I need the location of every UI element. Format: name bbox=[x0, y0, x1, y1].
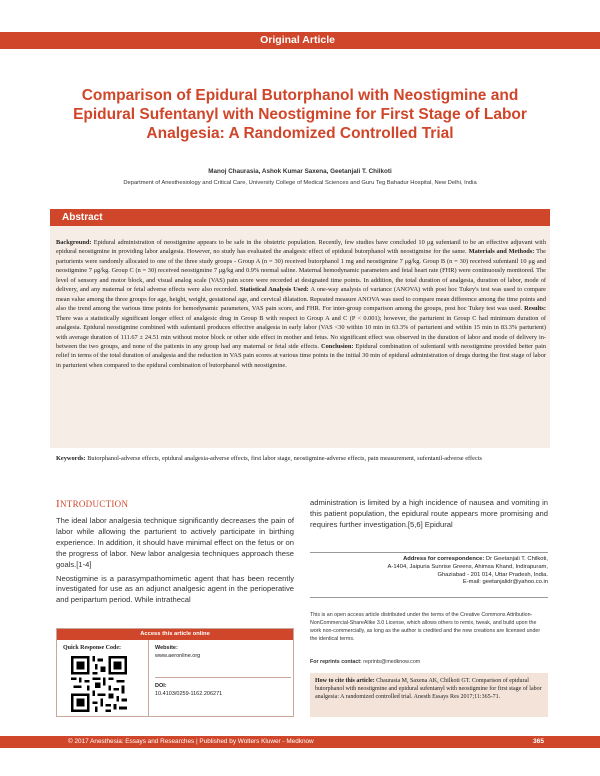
website-label: Website: bbox=[155, 645, 178, 651]
keywords-label: Keywords: bbox=[56, 455, 86, 462]
keywords bbox=[56, 454, 546, 464]
doi-link[interactable]: 10.4103/0259-1162.206271 bbox=[155, 690, 223, 697]
abstract-header bbox=[50, 209, 550, 226]
stats-text: A one-way analysis of variance (ANOVA) with post hoc Tukey's test was used to compare mean value among the three groups for age, height, weight, gestational age, and cervical dilatation. Repeated measure ANOVA was used to compare mean difference among the time points and also the trend among the various time points for hemodynamic parameters, VAS pain score, and FHR. For inter-group comparison among the groups, post hoc Tukey test was used. bbox=[56, 286, 546, 313]
correspondence-email[interactable]: E-mail: geetanjalidr@yahoo.co.in bbox=[462, 579, 548, 586]
website-row bbox=[155, 640, 291, 678]
license-text: This is an open access article distributed under the terms of the Creative Commons Attribution-NonCommercial-ShareAlike 3.0 License, which allows others to remix, tweak, and build upon the work non-commercially, as long as the author is credited and the new creations are licensed under the identical terms. bbox=[310, 612, 541, 642]
qr-cell bbox=[57, 640, 149, 717]
correspondence-name: Dr Geetanjali T. Chilkoti, bbox=[485, 556, 548, 562]
qr-code-icon[interactable] bbox=[71, 656, 127, 712]
intro-paragraph: The ideal labor analgesia technique significantly decreases the pain of labor while allowing the parturient to actively participate in birthing experience. In addition, it should have minimal effect on the fetus or on the progress of labor. New labor analgesia techniques approach these goals.[1-4] bbox=[56, 516, 294, 569]
affiliation: Department of Anesthesiology and Critical Care, University College of Medical Sciences and Guru Teg Bahadur Hospital, New Delhi, India bbox=[123, 180, 477, 186]
section-banner bbox=[0, 32, 600, 49]
reprints-label: For reprints contact: bbox=[310, 659, 362, 665]
correspondence-label: Address for correspondence: bbox=[403, 556, 485, 562]
intro-paragraph-continued: administration is limited by a high incidence of nausea and vomiting in this patient population, the epidural route appears more promising and requires further investigation.[5,6] Epidural bbox=[310, 498, 548, 529]
title-line: Epidural Sufentanyl with Neostigmine for First Stage of Labor bbox=[73, 106, 527, 123]
qr-label: Quick Response Code: bbox=[63, 645, 122, 651]
title-line: Comparison of Epidural Butorphanol with Neostigmine and bbox=[81, 87, 519, 104]
author-list: Manoj Chaurasia, Ashok Kumar Saxena, Geetanjali T. Chilkoti bbox=[208, 168, 392, 175]
reprints-email[interactable]: reprints@medknow.com bbox=[363, 659, 421, 665]
article-title bbox=[50, 86, 550, 143]
correspondence-address: Ghaziabad - 201 014, Uttar Pradesh, India. bbox=[437, 571, 548, 578]
title-line: Analgesia: A Randomized Controlled Trial bbox=[146, 125, 454, 142]
left-column bbox=[56, 498, 294, 606]
correspondence-box bbox=[310, 552, 548, 598]
doi-label: DOI: bbox=[155, 683, 167, 689]
citation-text: Chaurasia M, Saxena AK, Chilkoti GT. Comparison of epidural butorphanol with neostigmine and epidural sufentanyl with neostigmine for first stage of labor analgesia: A randomized controlled trial. Anesth Essays Res 2017;11:365-71. bbox=[315, 678, 542, 701]
website-link[interactable]: www.aeronline.org bbox=[155, 652, 201, 659]
access-header: Access this article online bbox=[57, 629, 293, 640]
access-article-box bbox=[56, 628, 294, 717]
conclusion-label: Conclusion: bbox=[321, 342, 354, 350]
keywords-text: Butorphanol-adverse effects, epidural analgesia-adverse effects, first labor stage, neostigmine-adverse effects, pain measurement, sufentanil-adverse effects bbox=[87, 455, 482, 462]
access-info bbox=[155, 640, 291, 716]
right-column bbox=[310, 498, 548, 531]
stats-label: Statistical Analysis Used: bbox=[239, 286, 309, 294]
background-text: Epidural administration of neostigmine appears to be safe in the obstetric population. Recently, few studies have concluded 10 μg sufentanil to be an effective adjuvant with epidural neostigmine in providing labor analgesia. However, no study has evaluated the analgesic effect of epidural butorphanol with neostigmine for the same. bbox=[56, 239, 546, 256]
conclusion-text: Epidural combination of sufentanil with neostigmine provided better pain relief in terms of the total duration of analgesia and the reduction in VAS pain scores at various time points in the initial 30 min of epidural administration of drugs during the first stage of labor in parturient when compared to the epidural combination of butorphanol with neostigmine. bbox=[56, 342, 547, 369]
results-text: There was a statistically significant longer effect of analgesic drug in Group B with respect to Group A and C (P < 0.001); however, the parturient in Group C had minimum duration of analgesia. Epidural neostigmine combined with sufentanil produces effective analgesia in early labor (VAS <30 within 10 min in 63.3% of parturient and within 15 min in 83.3% parturient) with average duration of 111.67 ± 24.51 min without motor block or other side effect in mother and fetus. No significant effect was observed in the duration of labor and mode of delivery in-between the two groups, and none of the patients in any group had any maternal or fetal side effects. bbox=[56, 314, 546, 350]
methods-text: The parturients were randomly allocated to one of the three study groups - Group A (n = 30) received butorphanol 1 mg and neostigmine 7 μg/kg. Group B (n = 30) received sufentanil 10 μg and neostigmine 7 μg/kg. Group C (n = 30) received neostigmine 7 μg/kg and 0.9% normal saline. Maternal hemodynamic parameters and fetal heart rate (FHR) were continuously monitored. The level of sensory and motor block, and visual analog scale (VAS) pain score were recorded at designated time points. In addition, the total duration of analgesia, duration of labor, mode of delivery, and any maternal or fetal adverse effects were also recorded. bbox=[56, 248, 546, 294]
citation-box bbox=[310, 673, 548, 717]
footer-text: © 2017 Anesthesia: Essays and Researches | Published by Wolters Kluwer - Medknow bbox=[68, 738, 314, 745]
page-footer bbox=[0, 736, 600, 748]
methods-label: Materials and Methods: bbox=[468, 248, 535, 256]
citation-label: How to cite this article: bbox=[315, 678, 375, 684]
doi-row bbox=[155, 678, 291, 716]
introduction-heading: INTRODUCTION bbox=[56, 498, 129, 510]
section-label: Original Article bbox=[260, 34, 335, 46]
correspondence-address: A-1404, Jaipuria Sunrise Greens, Ahimsa Khand, Indirapuram, bbox=[387, 563, 548, 570]
reprints-contact bbox=[310, 659, 548, 665]
background-label: Background: bbox=[56, 239, 92, 246]
abstract-body bbox=[56, 238, 546, 370]
intro-paragraph: Neostigmine is a parasympathomimetic agent that has been recently investigated for use as an adjunct analgesic agent in the perioperative and peripartum period. While intrathecal bbox=[56, 573, 294, 605]
results-label: Results: bbox=[524, 305, 546, 313]
abstract-heading: Abstract bbox=[62, 212, 103, 223]
page-number: 365 bbox=[532, 738, 544, 745]
